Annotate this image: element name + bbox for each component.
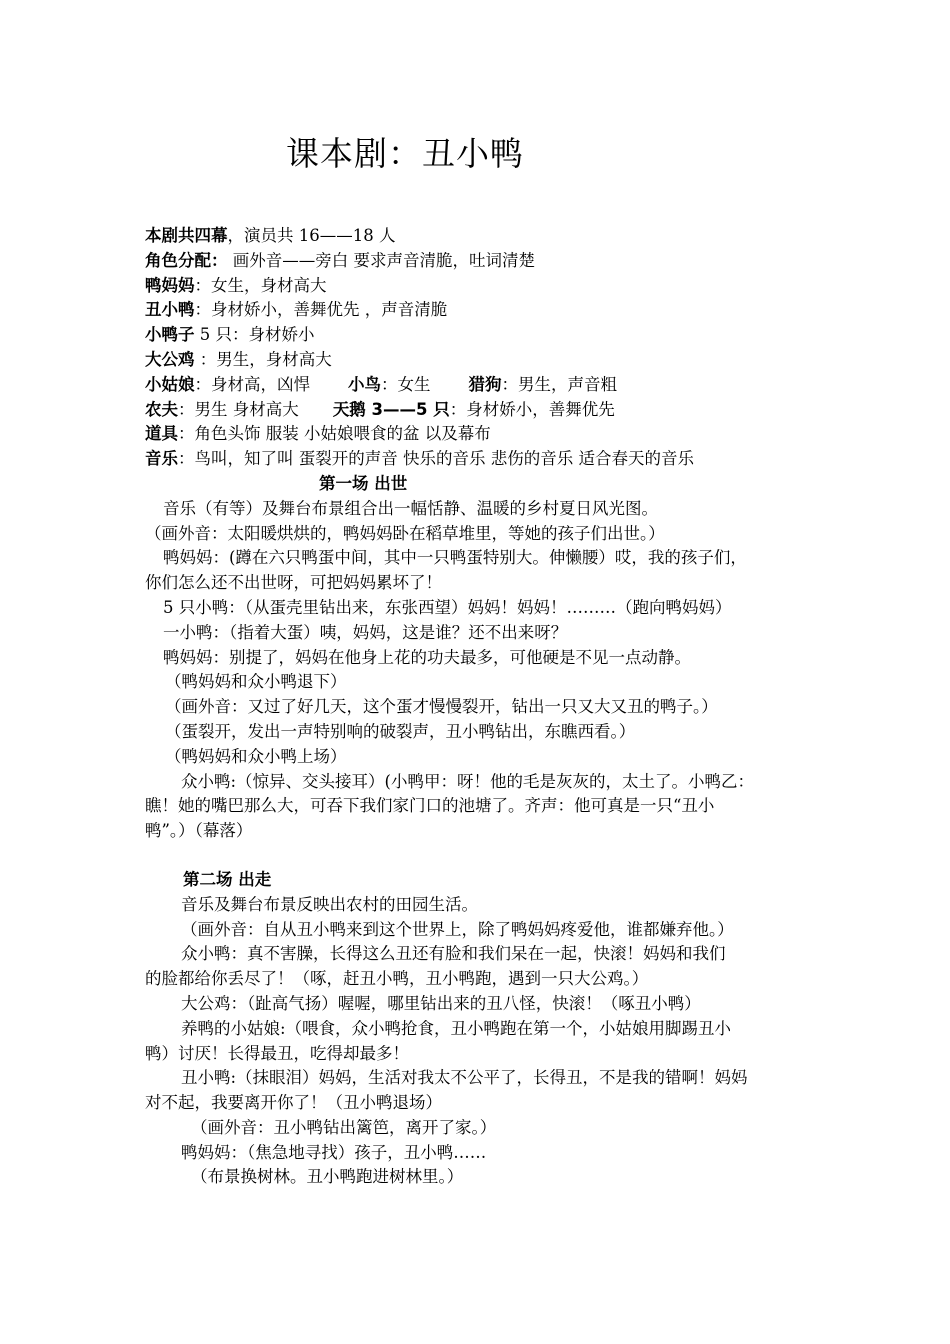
- summary-text: ，演员共 16——18 人: [227, 226, 396, 245]
- duck-mom-text: ：女生，身材高大: [194, 275, 327, 295]
- roles-label: 角色分配：: [145, 250, 228, 270]
- scene2-line: 对不起，我要离开你了！（丑小鸭退场）: [145, 1093, 442, 1113]
- rooster-label: 大公鸡: [145, 349, 195, 369]
- scene2-line: 丑小鸭:（抹眼泪）妈妈，生活对我太不公平了，长得丑，不是我的错啊！妈妈: [181, 1068, 748, 1088]
- document-title: 课本剧：丑小鸭: [286, 134, 524, 173]
- bird-label: 小鸟: [348, 374, 381, 394]
- role-girl-bird-dog: [145, 373, 815, 398]
- music: [145, 447, 815, 472]
- duck-mom-label: 鸭妈妈: [145, 275, 195, 295]
- rooster-text: ：男生，身材高大: [194, 349, 332, 369]
- girl-text: ：身材高，凶悍: [194, 374, 310, 394]
- scene2-line: 养鸭的小姑娘:（喂食，众小鸭抢食，丑小鸭跑在第一个，小姑娘用脚踢丑小: [181, 1018, 732, 1038]
- roles-text: 画外音——旁白 要求声音清脆，吐词清楚: [227, 250, 535, 270]
- scene2-heading-text: 第二场 出走: [183, 869, 272, 889]
- music-text: ：鸟叫，知了叫 蛋裂开的声音 快乐的音乐 悲伤的音乐 适合春天的音乐: [178, 449, 694, 469]
- scene1-line: （鸭妈妈和众小鸭上场）: [165, 746, 347, 766]
- props-text: ：角色头饰 服装 小姑娘喂食的盆 以及幕布: [178, 424, 491, 444]
- document-body: [145, 224, 815, 1190]
- scene2-line: （画外音：丑小鸭钻出篱笆，离开了家。）: [191, 1117, 497, 1137]
- farmer-label: 农夫: [145, 399, 178, 419]
- scene1-line: （画外音：太阳暖烘烘的，鸭妈妈卧在稻草堆里，等她的孩子们出世。）: [145, 523, 665, 543]
- scene2-line: 众小鸭：真不害臊，长得这么丑还有脸和我们呆在一起，快滚！妈妈和我们: [181, 944, 726, 964]
- girl-label: 小姑娘: [145, 374, 195, 394]
- scene1-heading-text: 第一场 出世: [319, 473, 408, 493]
- role-rooster: [145, 348, 815, 373]
- role-ducklings: [145, 323, 815, 348]
- scene1-line: 5 只小鸭：（从蛋壳里钻出来，东张西望）妈妈！妈妈！………（跑向鸭妈妈）: [163, 597, 732, 617]
- scene1-line: 鸭妈妈：别提了，妈妈在他身上花的功夫最多，可他硬是不见一点动静。: [163, 647, 691, 667]
- scene1-line: （画外音：又过了好几天，这个蛋才慢慢裂开，钻出一只又大又丑的鸭子。）: [165, 697, 718, 717]
- swan-text: ：身材娇小，善舞优先: [449, 399, 615, 419]
- scene1-line: （蛋裂开，发出一声特别响的破裂声，丑小鸭钻出，东瞧西看。）: [165, 721, 636, 741]
- scene1-line: 你们怎么还不出世呀，可把妈妈累坏了！: [145, 573, 442, 593]
- scene2-line: 的脸都给你丢尽了！（啄，赶丑小鸭，丑小鸭跑，遇到一只大公鸡。）: [145, 969, 649, 989]
- scene1-line: 鸭妈妈：(蹲在六只鸭蛋中间，其中一只鸭蛋特别大。伸懒腰）哎，我的孩子们，: [163, 548, 747, 568]
- summary-label: 本剧共四幕: [145, 226, 228, 245]
- scene1-heading: [145, 472, 815, 497]
- props: [145, 422, 815, 447]
- swan-label: 天鹅 3——5 只: [332, 399, 450, 419]
- props-label: 道具: [145, 424, 178, 444]
- scene2-line: （画外音：自从丑小鸭来到这个世界上，除了鸭妈妈疼爱他，谁都嫌弃他。）: [181, 919, 734, 939]
- scene1-line: （鸭妈妈和众小鸭退下）: [165, 672, 347, 692]
- ducklings-text: 5 只：身材娇小: [194, 325, 315, 345]
- role-farmer-swan: [145, 398, 815, 423]
- farmer-text: ：男生 身材高大: [178, 399, 299, 419]
- scene1-line: 瞧！她的嘴巴那么大，可吞下我们家门口的池塘了。齐声：他可真是一只“丑小: [145, 796, 715, 816]
- ugly-text: ：身材娇小，善舞优先 ，声音清脆: [194, 300, 448, 320]
- bird-text: ：女生: [381, 374, 431, 394]
- scene2-line: 鸭）讨厌！长得最丑，吃得却最多！: [145, 1043, 409, 1063]
- scene1-line: 音乐（有等）及舞台布景组合出一幅恬静、温暖的乡村夏日风光图。: [163, 498, 658, 518]
- role-ugly-duckling: [145, 298, 815, 323]
- music-label: 音乐: [145, 449, 178, 469]
- scene2-line: 音乐及舞台布景反映出农村的田园生活。: [181, 894, 478, 914]
- scene1-line: 众小鸭:（惊异、交头接耳）(小鸭甲：呀！他的毛是灰灰的，太土了。小鸭乙：: [181, 771, 754, 791]
- role-duck-mom: [145, 274, 815, 299]
- scene1-line: 一小鸭：（指着大蛋）咦，妈妈，这是谁？还不出来呀？: [163, 622, 568, 642]
- scene2-line: 鸭妈妈：（焦急地寻找）孩子，丑小鸭……: [181, 1142, 487, 1162]
- role-assignment: [145, 249, 815, 274]
- scene1-line: 鸭”。）（幕落）: [145, 821, 253, 841]
- scene2-line: （布景换树林。丑小鸭跑进树林里。）: [191, 1167, 464, 1187]
- ducklings-label: 小鸭子: [145, 325, 195, 345]
- cast-summary: [145, 224, 815, 249]
- scene2-line: 大公鸡：（趾高气扬）喔喔，哪里钻出来的丑八怪，快滚！（啄丑小鸭）: [181, 993, 701, 1013]
- dog-text: ：男生，声音粗: [501, 374, 617, 394]
- scene2-heading: [145, 868, 815, 893]
- dog-label: 猎狗: [468, 374, 502, 394]
- ugly-label: 丑小鸭: [145, 300, 195, 320]
